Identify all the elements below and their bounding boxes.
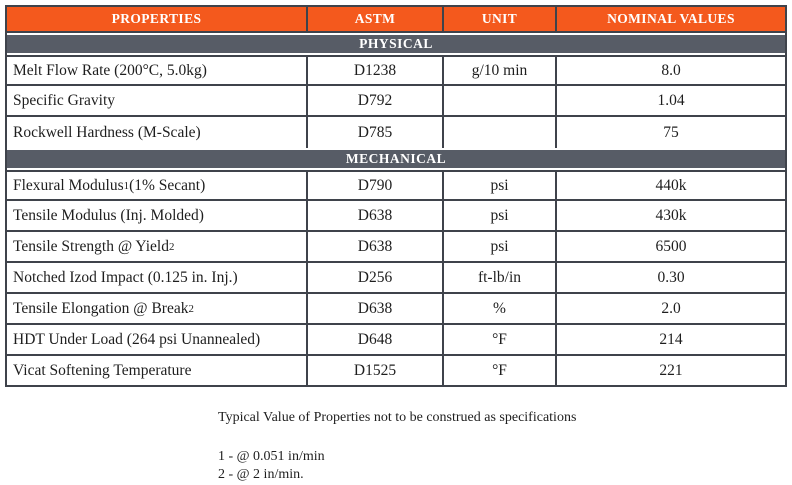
unit-cell: psi xyxy=(444,232,557,261)
section-header-mechanical: MECHANICAL xyxy=(7,148,785,170)
property-name: Vicat Softening Temperature xyxy=(13,361,192,379)
property-cell: Flexural Modulus 1 (1% Secant) xyxy=(7,172,308,199)
value-cell: 0.30 xyxy=(657,268,685,286)
astm-cell: D638 xyxy=(308,232,444,261)
unit-cell: g/10 min xyxy=(444,57,557,84)
property-cell xyxy=(7,117,308,148)
value-cell: 221 xyxy=(659,361,683,379)
property-name: Tensile Elongation @ Break xyxy=(13,299,189,317)
unit-cell: °F xyxy=(444,356,557,385)
property-cell xyxy=(7,356,308,385)
property-cell xyxy=(7,201,308,230)
astm-cell: D256 xyxy=(308,263,444,292)
unit-cell: % xyxy=(444,294,557,323)
astm-cell: D648 xyxy=(308,325,444,354)
value-cell: 6500 xyxy=(655,237,687,255)
table-row xyxy=(7,55,785,86)
column-header-astm: ASTM xyxy=(308,7,444,31)
table-row xyxy=(7,117,785,148)
value-cell: 8.0 xyxy=(661,61,681,79)
table-row xyxy=(7,86,785,117)
properties-table xyxy=(5,5,787,387)
table-row xyxy=(7,356,785,385)
table-row xyxy=(7,170,785,201)
value-cell: 75 xyxy=(663,123,679,141)
table-row xyxy=(7,201,785,232)
unit-cell: °F xyxy=(444,325,557,354)
astm-cell: D792 xyxy=(308,86,444,115)
footnote-1: 1 - @ 0.051 in/min xyxy=(218,449,325,464)
property-name: Tensile Modulus (Inj. Molded) xyxy=(13,206,204,224)
unit-cell: psi xyxy=(444,172,557,199)
property-name: Flexural Modulus xyxy=(13,176,124,194)
property-cell xyxy=(7,325,308,354)
property-cell xyxy=(7,86,308,115)
column-header-properties: PROPERTIES xyxy=(7,7,308,31)
property-cell: Tensile Strength @ Yield 2 xyxy=(7,232,308,261)
table-row xyxy=(7,325,785,356)
value-cell: 1.04 xyxy=(657,91,685,109)
property-name: Specific Gravity xyxy=(13,91,116,109)
astm-cell: D785 xyxy=(308,117,444,148)
property-cell xyxy=(7,263,308,292)
table-row xyxy=(7,263,785,294)
property-name: Notched Izod Impact (0.125 in. Inj.) xyxy=(13,268,238,286)
value-cell: 2.0 xyxy=(661,299,681,317)
property-name-suffix: (1% Secant) xyxy=(129,176,206,194)
property-name: Tensile Strength @ Yield xyxy=(13,237,169,255)
astm-cell: D1238 xyxy=(308,57,444,84)
table-row xyxy=(7,294,785,325)
value-cell: 440k xyxy=(655,176,687,194)
unit-cell: psi xyxy=(444,201,557,230)
unit-cell xyxy=(444,117,557,148)
property-cell: Tensile Elongation @ Break 2 xyxy=(7,294,308,323)
value-cell: 430k xyxy=(655,206,687,224)
astm-cell: D790 xyxy=(308,172,444,199)
value-cell: 214 xyxy=(659,330,683,348)
astm-cell: D638 xyxy=(308,294,444,323)
column-header-nominal-values: NOMINAL VALUES xyxy=(607,11,735,26)
section-header-physical: PHYSICAL xyxy=(7,33,785,55)
footnote-2: 2 - @ 2 in/min. xyxy=(218,467,304,482)
unit-cell: ft-lb/in xyxy=(444,263,557,292)
property-name: Rockwell Hardness (M-Scale) xyxy=(13,123,201,141)
unit-cell xyxy=(444,86,557,115)
table-header-row xyxy=(7,7,785,33)
property-name: HDT Under Load (264 psi Unannealed) xyxy=(13,330,261,348)
disclaimer-text: Typical Value of Properties not to be construed as specifications xyxy=(218,410,577,425)
footnotes xyxy=(218,448,325,484)
astm-cell: D638 xyxy=(308,201,444,230)
table-row xyxy=(7,232,785,263)
column-header-unit: UNIT xyxy=(444,7,557,31)
property-name: Melt Flow Rate (200°C, 5.0kg) xyxy=(13,61,207,79)
astm-cell: D1525 xyxy=(308,356,444,385)
property-cell xyxy=(7,57,308,84)
